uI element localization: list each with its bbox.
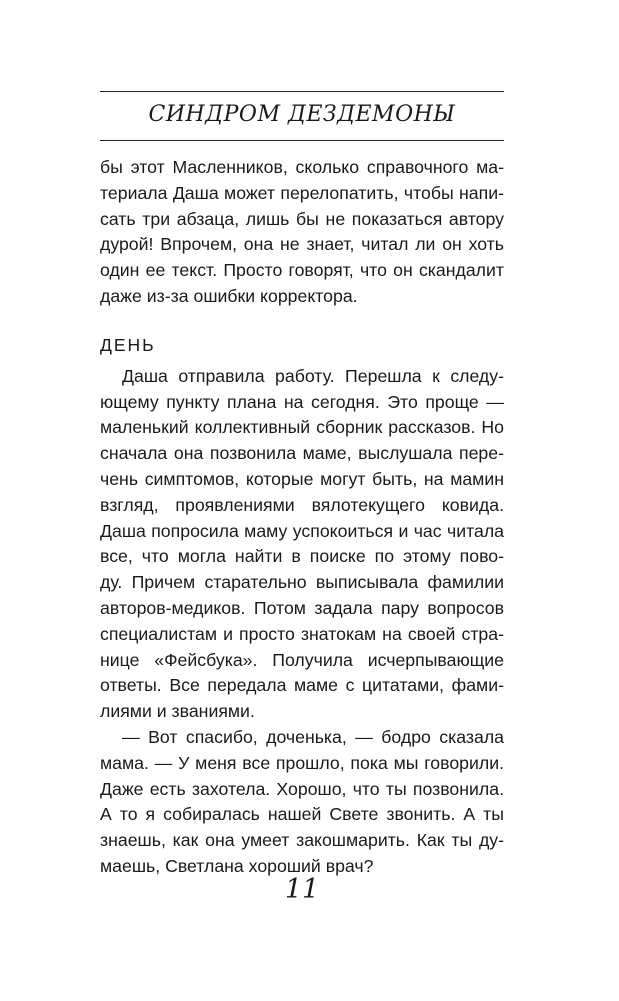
paragraph [100,155,504,310]
text-line: знаешь, как она умеет закошмарить. Как ты ду- [100,830,504,851]
section-heading: ДЕНЬ [100,334,156,355]
text-line: териала Даша может перелопатить, чтобы напи- [100,182,504,203]
text-line: ющему пункту плана на сегодня. Это проще — [100,391,504,412]
text-line: А то я собиралась нашей Свете звонить. А ты [100,804,504,825]
text-line: один ее текст. Просто говорят, что он скандалит [100,260,504,281]
paragraph [100,364,504,725]
text-line: авторов-медиков. Потом задала пару вопросов [100,597,504,618]
header-rule-bottom [100,140,504,141]
text-line: лиями и званиями. [100,701,255,722]
text-line: — Вот спасибо, доченька, — бодро сказала [122,726,504,747]
text-line: дурой! Впрочем, она не знает, читал ли он хоть [100,234,504,255]
header-rule-top [100,91,504,92]
text-line: сначала она позвонила маме, выслушала пере- [100,443,504,464]
text-line: все, что могла найти в поиске по этому пово- [100,546,504,567]
text-line: мама. — У меня все прошло, пока мы говорили. [100,752,504,773]
text-line: Даже есть захотела. Хорошо, что ты позвонила. [100,778,504,799]
text-line: ответы. Все передала маме с цитатами, фами- [100,675,504,696]
text-line: бы этот Масленников, сколько справочного ма- [100,157,504,177]
text-line: ду. Причем старательно выписывала фамилии [100,572,504,593]
text-line: сать три абзаца, лишь бы не показаться автору [100,208,504,229]
text-line: специалистам и просто знатокам на своей стра- [100,623,504,644]
text-line: маешь, Светлана хороший врач? [100,855,374,876]
text-line: даже из-за ошибки корректора. [100,285,358,306]
text-line: Даша попросила маму успокоиться и час читала [100,520,504,541]
text-line: Даша отправила работу. Перешла к следу- [122,365,504,386]
text-line: маленький коллективный сборник рассказов. Но [100,417,504,438]
section-gap [100,310,504,330]
text-line: нице «Фейсбука». Получила исчерпывающие [100,649,504,670]
page-number: 11 [284,874,320,905]
paragraph [100,725,504,880]
body-text [100,155,504,880]
text-line: чень симптомов, которые могут быть, на мамин [100,468,504,489]
running-head: СИНДРОМ ДЕЗДЕМОНЫ [148,102,456,127]
text-line: взгляд, проявлениями вялотекущего ковида. [100,494,504,515]
